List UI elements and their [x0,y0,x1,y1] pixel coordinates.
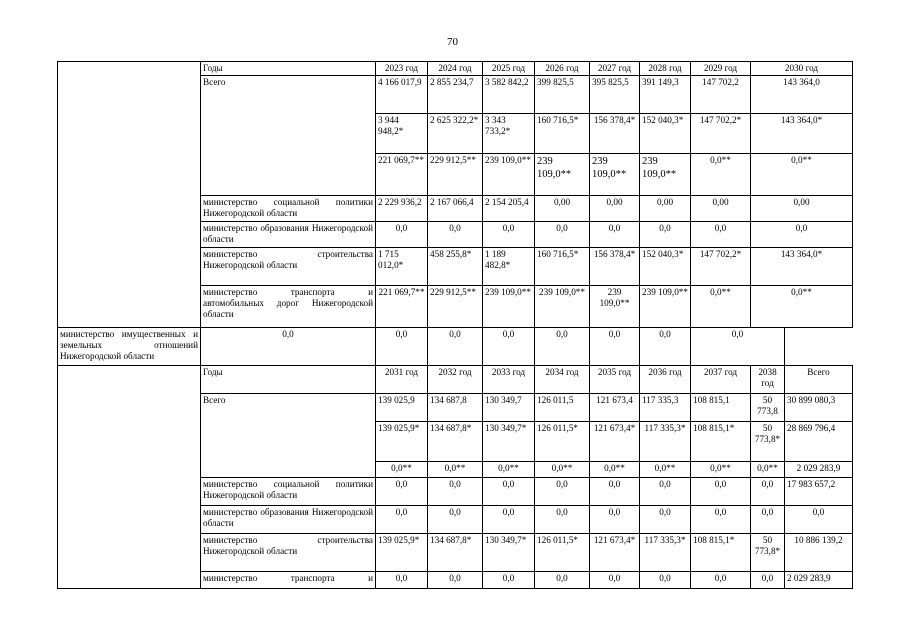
value-cell: 0,0** [751,286,853,328]
value-cell: 2 029 283,9 [785,572,853,589]
value-cell: 28 869 796,4 [785,422,853,462]
value-cell: 0,00 [590,196,640,222]
value-cell: 0,0** [428,462,483,478]
value-cell: 147 702,2* [691,248,751,286]
value-cell: 0,0 [691,222,751,248]
table-header-row [58,62,853,76]
row-label: Всего [201,394,376,478]
header-cell: 2031 год [376,366,428,394]
value-cell: 121 673,4 [590,394,640,422]
header-cell: 2029 год [691,62,751,76]
value-cell: 2 154 205,4 [483,196,535,222]
row-label: министерство строительства Нижегородской области [201,534,376,572]
value-cell: 152 040,3* [640,114,691,154]
value-cell: 139 025,9* [376,534,428,572]
table-header-row [58,366,853,394]
value-cell: 0,0 [376,506,428,534]
value-cell: 147 702,2* [691,114,751,154]
value-cell: 117 335,3 [640,394,691,422]
header-cell: 2034 год [535,366,590,394]
value-cell: 126 011,5 [535,394,590,422]
value-cell: 117 335,3* [640,534,691,572]
value-cell: 143 364,0* [751,248,853,286]
value-cell: 0,0 [785,506,853,534]
value-cell: 117 335,3* [640,422,691,462]
value-cell: 0,0 [483,478,535,506]
value-cell: 0,0 [640,222,691,248]
value-cell: 0,0 [535,478,590,506]
value-cell: 0,0 [535,222,590,248]
value-cell: 391 149,3 [640,76,691,114]
value-cell: 0,0** [751,154,853,196]
row-label: министерство строительства Нижегородской области [201,248,376,286]
value-cell: 2 167 066,4 [428,196,483,222]
value-cell: 0,0 [751,572,785,589]
value-cell: 0,0 [376,572,428,589]
financing-table [57,61,853,589]
value-cell: 239 109,0** [535,286,590,328]
value-cell: 0,0 [428,572,483,589]
header-cell: 2035 год [590,366,640,394]
value-cell: 143 364,0* [751,114,853,154]
value-cell: 0,0 [376,328,428,366]
value-cell: 0,0** [590,462,640,478]
value-cell: 0,0** [483,462,535,478]
value-cell: 1 715 012,0* [376,248,428,286]
value-cell: 229 912,5** [428,286,483,328]
header-cell: 2028 год [640,62,691,76]
value-cell: 17 983 657,2 [785,478,853,506]
value-cell: 2 625 322,2* [428,114,483,154]
header-cell: 2037 год [691,366,751,394]
header-cell: Годы [201,366,376,394]
value-cell: 0,0 [483,328,535,366]
header-cell: 2032 год [428,366,483,394]
value-cell: 0,0 [483,506,535,534]
value-cell: 239 109,0** [483,286,535,328]
left-blank-cell [58,62,201,328]
header-cell: 2038 год [751,366,785,394]
value-cell: 4 166 017,9 [376,76,428,114]
value-cell: 0,0 [590,328,640,366]
value-cell: 221 069,7** [376,154,428,196]
row-label: министерство транспорта и [201,572,376,589]
value-cell: 0,0 [483,572,535,589]
header-cell: 2030 год [751,62,853,76]
value-cell: 0,0 [535,572,590,589]
value-cell: 121 673,4* [590,422,640,462]
value-cell: 50 773,8* [751,422,785,462]
value-cell: 0,0 [590,222,640,248]
value-cell: 0,0 [428,478,483,506]
value-cell: 108 815,1 [691,394,751,422]
value-cell: 0,0 [640,478,691,506]
row-label: министерство социальной политики Нижегородской области [201,478,376,506]
row-label: Всего [201,76,376,196]
value-cell: 3 944 948,2* [376,114,428,154]
value-cell: 0,0** [691,154,751,196]
value-cell: 399 825,5 [535,76,590,114]
value-cell: 108 815,1* [691,534,751,572]
value-cell: 239 109,0** [640,154,691,196]
value-cell: 0,0 [428,222,483,248]
value-cell: 0,0 [376,222,428,248]
value-cell: 0,0 [590,506,640,534]
value-cell: 0,00 [535,196,590,222]
value-cell: 239 109,0** [590,154,640,196]
value-cell: 229 912,5** [428,154,483,196]
value-cell: 147 702,2 [691,76,751,114]
header-cell: 2027 год [590,62,640,76]
row-label: министерство образования Нижегородской области [201,222,376,248]
header-cell: Всего [785,366,853,394]
value-cell: 239 109,0** [535,154,590,196]
value-cell: 1 189 482,8* [483,248,535,286]
value-cell: 3 582 842,2 [483,76,535,114]
value-cell: 239 109,0** [640,286,691,328]
value-cell: 2 855 234,7 [428,76,483,114]
header-cell: 2033 год [483,366,535,394]
value-cell: 0,0 [590,478,640,506]
value-cell: 0,0 [428,506,483,534]
value-cell: 139 025,9* [376,422,428,462]
value-cell: 160 716,5* [535,114,590,154]
page-number: 70 [447,36,458,48]
value-cell: 152 040,3* [640,248,691,286]
value-cell: 2 029 283,9 [785,462,853,478]
row-label: министерство транспорта и автомобильных дорог Нижегородской области [201,286,376,328]
value-cell: 0,0** [751,462,785,478]
row-label: министерство образования Нижегородской области [201,506,376,534]
value-cell: 0,0 [751,506,785,534]
value-cell: 0,0 [691,478,751,506]
value-cell: 0,00 [691,196,751,222]
value-cell: 134 687,8* [428,422,483,462]
value-cell: 0,0 [751,478,785,506]
header-cell: 2023 год [376,62,428,76]
value-cell: 239 109,0** [590,286,640,328]
value-cell: 0,0** [640,462,691,478]
value-cell: 108 815,1* [691,422,751,462]
value-cell: 0,0** [691,286,751,328]
header-cell: 2024 год [428,62,483,76]
value-cell: 139 025,9 [376,394,428,422]
value-cell: 0,0** [376,462,428,478]
value-cell: 134 687,8* [428,534,483,572]
value-cell: 0,0 [483,222,535,248]
row-label: министерство имущественных и земельных отношений Нижегородской области [58,328,201,366]
header-cell: 2026 год [535,62,590,76]
value-cell: 0,0** [535,462,590,478]
value-cell: 50 773,8* [751,534,785,572]
value-cell: 0,00 [751,196,853,222]
value-cell: 0,0 [691,328,785,366]
value-cell: 395 825,5 [590,76,640,114]
value-cell: 126 011,5* [535,534,590,572]
value-cell: 221 069,7** [376,286,428,328]
value-cell: 50 773,8 [751,394,785,422]
value-cell: 0,0 [691,506,751,534]
value-cell: 239 109,0** [483,154,535,196]
value-cell: 0,0 [640,506,691,534]
value-cell: 134 687,8 [428,394,483,422]
value-cell: 130 349,7* [483,534,535,572]
left-blank-cell [58,366,201,589]
value-cell: 0,0 [590,572,640,589]
value-cell: 0,0 [751,222,853,248]
header-cell: Годы [201,62,376,76]
value-cell: 130 349,7* [483,422,535,462]
table-row [58,328,853,366]
value-cell: 0,0** [691,462,751,478]
row-label: министерство социальной политики Нижегородской области [201,196,376,222]
value-cell: 458 255,8* [428,248,483,286]
value-cell: 0,00 [640,196,691,222]
value-cell: 0,0 [640,328,691,366]
value-cell: 126 011,5* [535,422,590,462]
value-cell: 160 716,5* [535,248,590,286]
value-cell: 2 229 936,2 [376,196,428,222]
value-cell: 0,0 [691,572,751,589]
value-cell: 130 349,7 [483,394,535,422]
value-cell: 156 378,4* [590,114,640,154]
value-cell: 30 899 080,3 [785,394,853,422]
value-cell: 0,0 [640,572,691,589]
header-cell: 2025 год [483,62,535,76]
header-cell: 2036 год [640,366,691,394]
value-cell: 3 343 733,2* [483,114,535,154]
value-cell: 143 364,0 [751,76,853,114]
value-cell: 0,0 [201,328,376,366]
value-cell: 0,0 [428,328,483,366]
value-cell: 0,0 [535,506,590,534]
value-cell: 10 886 139,2 [785,534,853,572]
value-cell: 156 378,4* [590,248,640,286]
value-cell: 0,0 [376,478,428,506]
value-cell: 121 673,4* [590,534,640,572]
value-cell: 0,0 [535,328,590,366]
